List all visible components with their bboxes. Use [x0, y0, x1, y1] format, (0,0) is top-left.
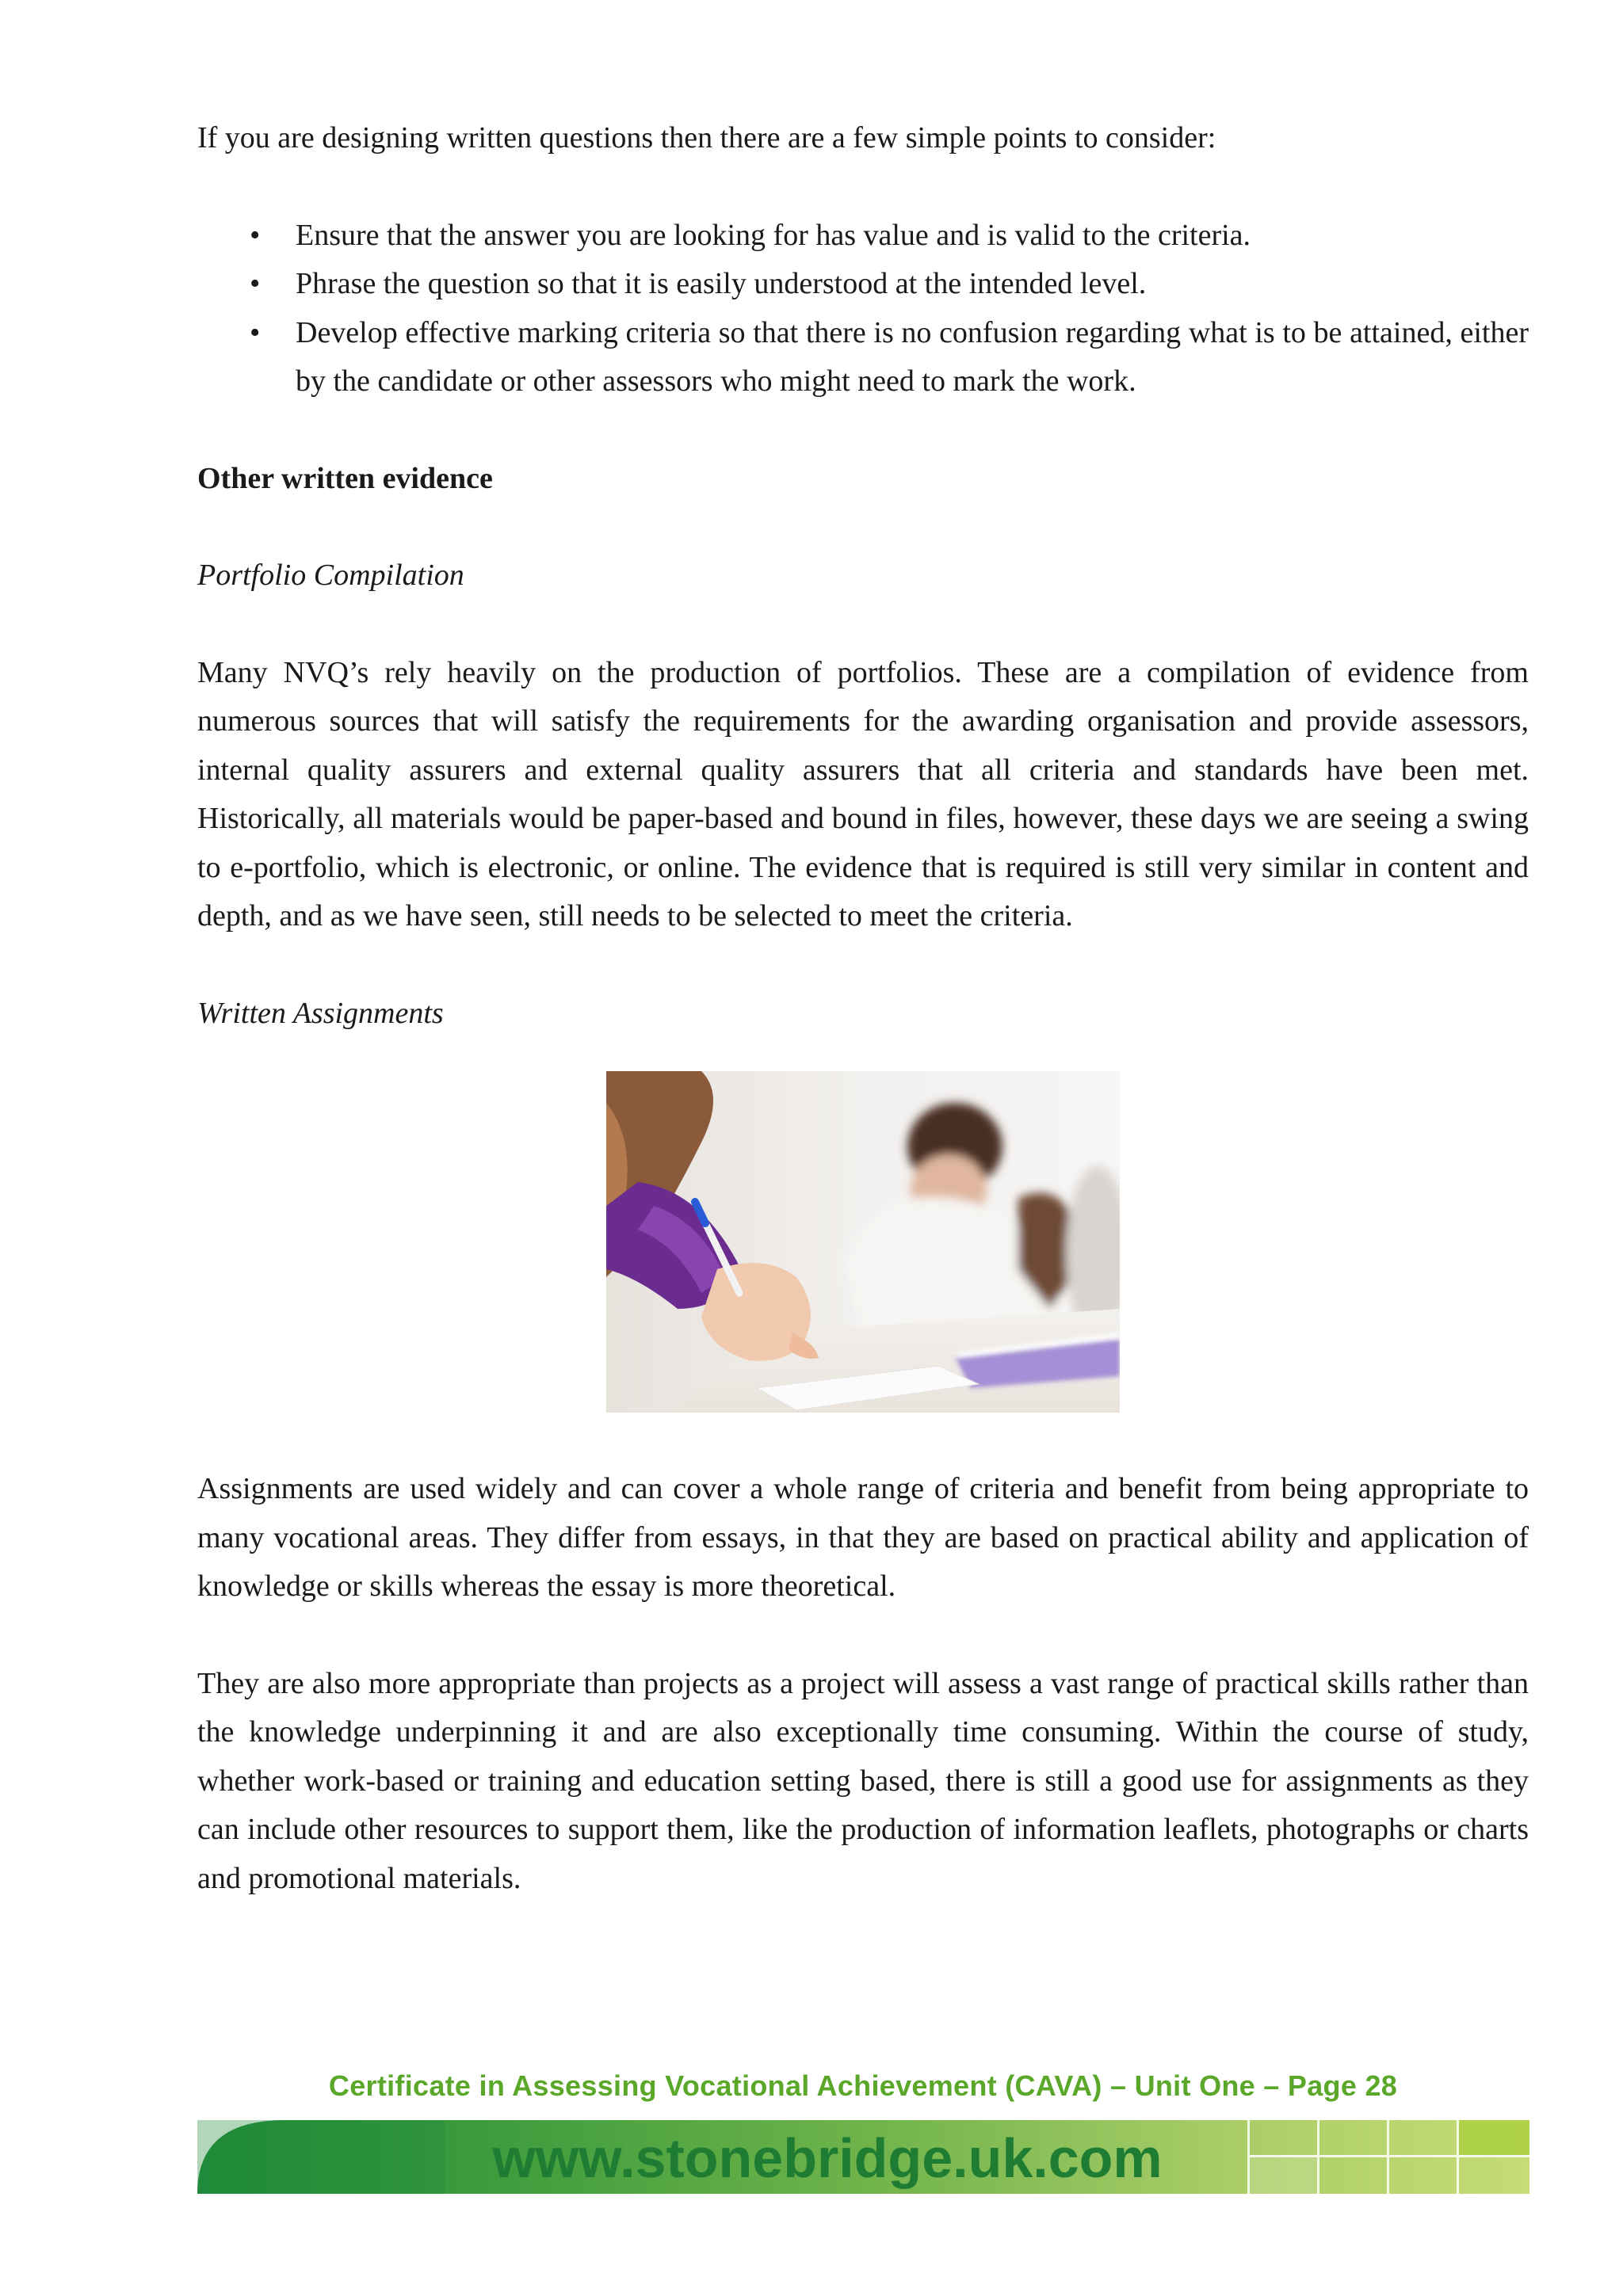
- list-item: • Phrase the question so that it is easily understood at the intended level.: [197, 260, 1529, 309]
- bullet-icon: •: [250, 218, 261, 252]
- question-tips-list: [197, 212, 1529, 406]
- assignments-heading: Written Assignments: [197, 996, 444, 1030]
- list-item: • Ensure that the answer you are looking for has value and is valid to the criteria.: [197, 212, 1529, 261]
- website-banner: [197, 2120, 1529, 2194]
- list-item: • Develop effective marking criteria so that there is no confusion regarding what is to be attained, either by the candidate or other assessors who might need to mark the work.: [197, 309, 1529, 406]
- bullet-icon: •: [250, 315, 261, 349]
- intro-text: If you are designing written questions then there are a few simple points to consider:: [197, 121, 1216, 154]
- bullet-icon: •: [250, 267, 261, 300]
- portfolio-paragraph: Many NVQ’s rely heavily on the production of portfolios. These are a compilation of evidence from numerous sources that will satisfy the requirements for the awarding organisation and provide assessors, internal quality assurers and external quality assurers that all criteria and standards have been met. Historically, all materials would be paper-based and bound in files, however, these days we are seeing a swing to e-portfolio, which is electronic, or online. The evidence that is required is still very similar in content and depth, and as we have seen, still needs to be selected to meet the criteria.: [197, 655, 1529, 933]
- assignments-paragraph-1: Assignments are used widely and can cover a whole range of criteria and benefit from being appropriate to many vocational areas. They differ from essays, in that they are based on practical ability and application of knowledge or skills whereas the essay is more theoretical.: [197, 1472, 1529, 1603]
- photo-container: [197, 1071, 1529, 1413]
- page-content: [197, 114, 1529, 1903]
- website-url[interactable]: www.stonebridge.uk.com: [492, 2127, 1163, 2189]
- section-heading: Other written evidence: [197, 461, 493, 495]
- assignments-paragraph-2: They are also more appropriate than projects as a project will assess a vast range of practical skills rather than the knowledge underpinning it and are also exceptionally time consuming. Within the course of study, whether work-based or training and education setting based, there is still a good use for assignments as they can include other resources to support them, like the production of information leaflets, photographs or charts and promotional materials.: [197, 1666, 1529, 1895]
- students-writing-photo: [606, 1071, 1120, 1413]
- portfolio-heading: Portfolio Compilation: [197, 559, 464, 592]
- footer-title: Certificate in Assessing Vocational Achievement (CAVA) – Unit One – Page 28: [328, 2069, 1398, 2102]
